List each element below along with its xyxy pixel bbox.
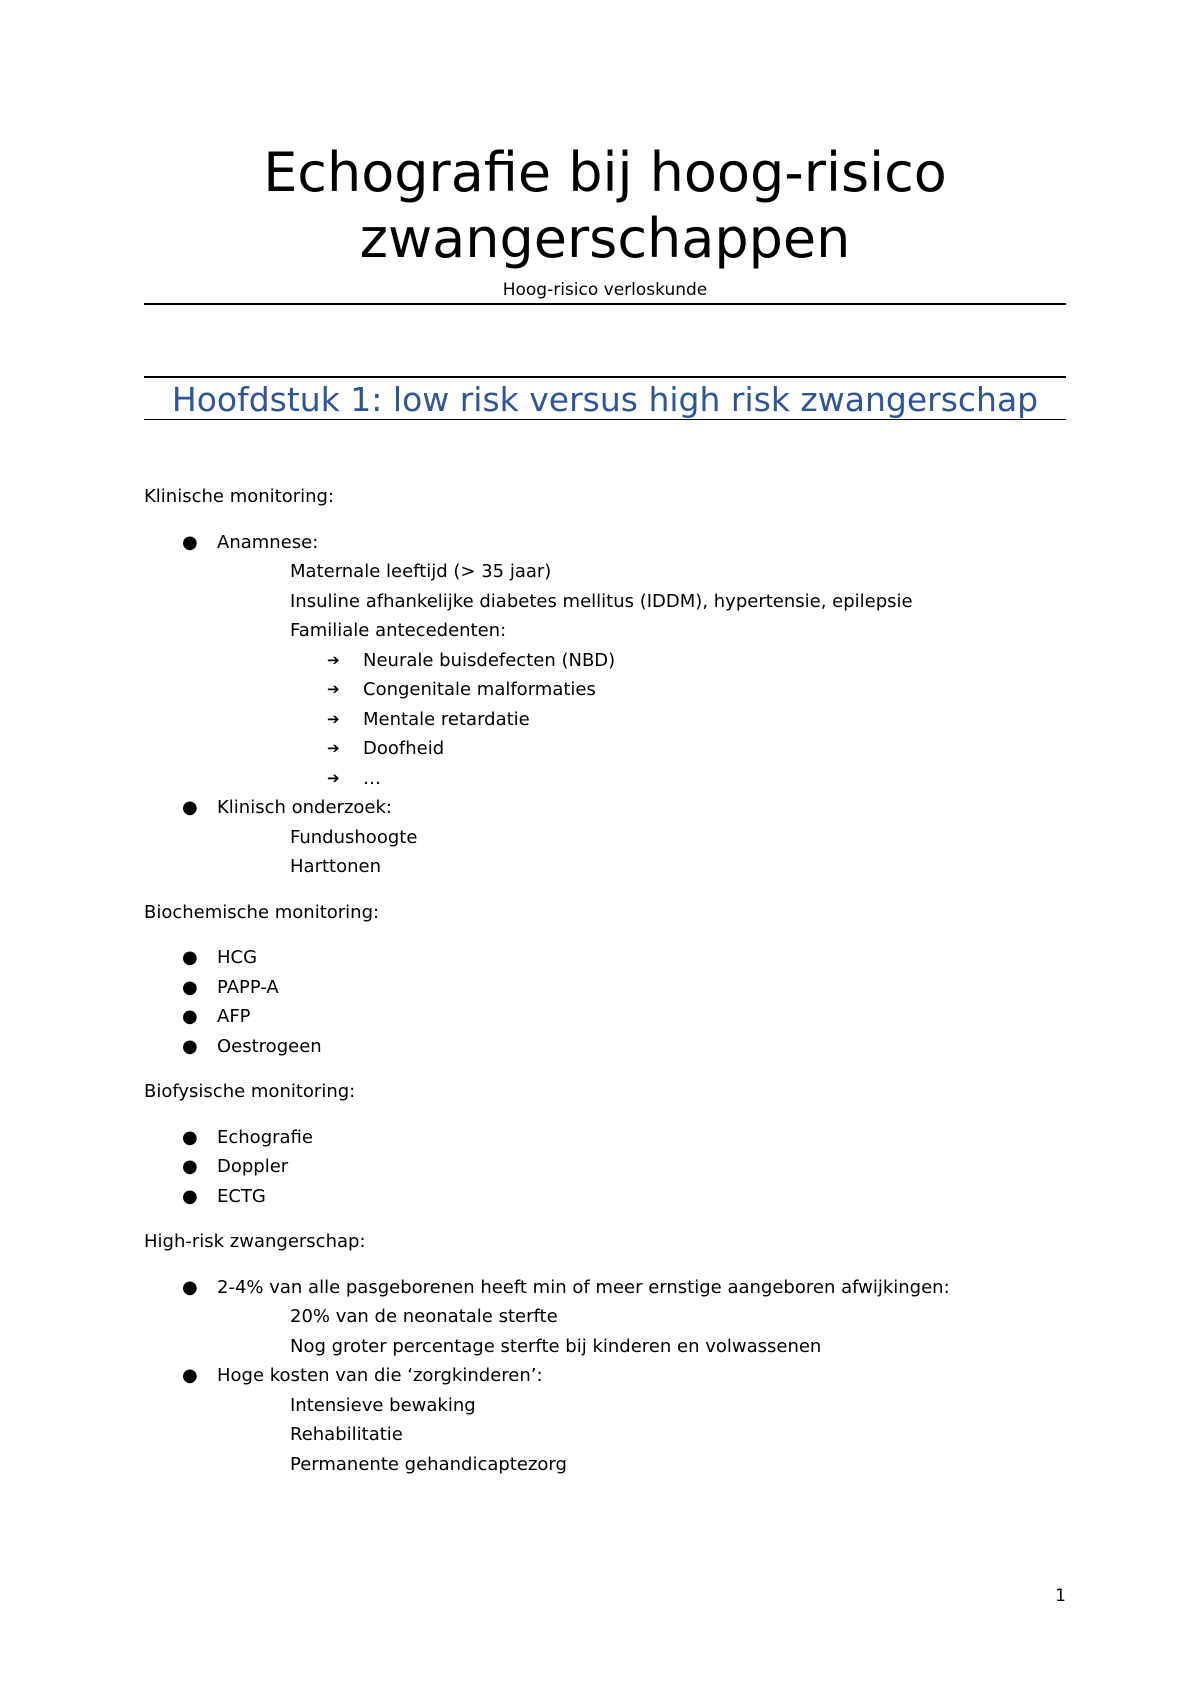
list-item (144, 973, 1066, 1003)
bullet-dot-icon: ● (182, 976, 198, 998)
arrow-item-label: Mentale retardatie (363, 708, 530, 730)
list-item-label: Anamnese: (217, 531, 319, 553)
bullet-dot-icon: ● (182, 1035, 198, 1057)
arrow-item-label: Doofheid (363, 738, 445, 759)
list-item (144, 528, 1066, 558)
section-label-biochemische: Biochemische monitoring: (144, 901, 380, 923)
arrow-item-label: … (363, 767, 381, 789)
right-arrow-icon: ➔ (327, 650, 340, 669)
bullet-dot-icon: ● (182, 947, 198, 968)
document-subtitle: Hoog-risico verloskunde (502, 280, 708, 300)
arrow-item (144, 646, 1066, 676)
right-arrow-icon: ➔ (327, 739, 340, 757)
sub-item: Fundushoogte (290, 826, 418, 848)
arrow-item-label: Congenitale malformaties (363, 679, 596, 700)
arrow-item (144, 675, 1066, 705)
chapter-heading: Hoofdstuk 1: low risk versus high risk zwangerschap (171, 380, 1039, 419)
title-block (144, 140, 1066, 301)
document-title (144, 140, 1066, 272)
list-item (144, 1002, 1066, 1032)
sub-item: Rehabilitatie (290, 1424, 403, 1445)
bullet-dot-icon: ● (182, 1185, 198, 1207)
right-arrow-icon: ➔ (327, 680, 340, 698)
list-item (144, 1273, 1066, 1303)
sub-item: Intensieve bewaking (290, 1394, 476, 1416)
sub-item: 20% van de neonatale sterfte (290, 1306, 558, 1327)
list-item-label: Hoge kosten van die ‘zorgkinderen’: (217, 1365, 543, 1386)
sub-item: Nog groter percentage sterfte bij kinderen en volwassenen (290, 1335, 822, 1357)
list-item (144, 1152, 1066, 1182)
list-item-label: 2-4% van alle pasgeborenen heeft min of meer ernstige aangeboren afwijkingen: (217, 1276, 950, 1298)
bullet-dot-icon: ● (182, 1006, 198, 1027)
section-label-klinische: Klinische monitoring: (144, 486, 335, 507)
section-label-highrisk: High-risk zwangerschap: (144, 1231, 366, 1252)
right-arrow-icon: ➔ (327, 709, 340, 728)
list-item (144, 793, 1066, 823)
list-item (144, 1361, 1066, 1391)
bullet-dot-icon: ● (182, 1156, 198, 1177)
page-number: 1 (1055, 1586, 1066, 1606)
right-arrow-icon: ➔ (327, 768, 340, 787)
sub-item: Permanente gehandicaptezorg (290, 1453, 567, 1475)
list-item-label: Oestrogeen (217, 1035, 322, 1057)
bullet-dot-icon: ● (182, 531, 198, 553)
bullet-dot-icon: ● (182, 1276, 198, 1298)
list-item (144, 1032, 1066, 1062)
list-item-label: Klinisch onderzoek: (217, 797, 392, 818)
arrow-item-label: Neurale buisdefecten (NBD) (363, 649, 616, 671)
chapter-divider-top (144, 376, 1066, 378)
title-divider (144, 303, 1066, 305)
document-title-line-1: Echografie bij hoog-risico (263, 141, 947, 204)
list-item (144, 1182, 1066, 1212)
sub-item: Insuline afhankelijke diabetes mellitus (IDDM), hypertensie, epilepsie (290, 590, 913, 612)
list-item-label: Echografie (217, 1126, 313, 1148)
sub-item: Harttonen (290, 856, 381, 877)
chapter-divider-bottom (144, 419, 1066, 420)
list-item (144, 943, 1066, 973)
arrow-item (144, 734, 1066, 764)
arrow-item (144, 764, 1066, 794)
bullet-dot-icon: ● (182, 1365, 198, 1386)
document-title-line-2: zwangerschappen (359, 207, 851, 270)
list-item-label: ECTG (217, 1185, 266, 1207)
list-item-label: HCG (217, 947, 258, 968)
sub-item: Familiale antecedenten: (290, 620, 507, 641)
document-body (144, 482, 1066, 1479)
section-label-biofysische: Biofysische monitoring: (144, 1081, 356, 1102)
bullet-dot-icon: ● (182, 797, 198, 818)
list-item-label: AFP (217, 1006, 251, 1027)
bullet-dot-icon: ● (182, 1126, 198, 1148)
sub-item: Maternale leeftijd (> 35 jaar) (290, 561, 552, 582)
list-item (144, 1123, 1066, 1153)
arrow-item (144, 705, 1066, 735)
list-item-label: PAPP-A (217, 976, 279, 998)
list-item-label: Doppler (217, 1156, 289, 1177)
